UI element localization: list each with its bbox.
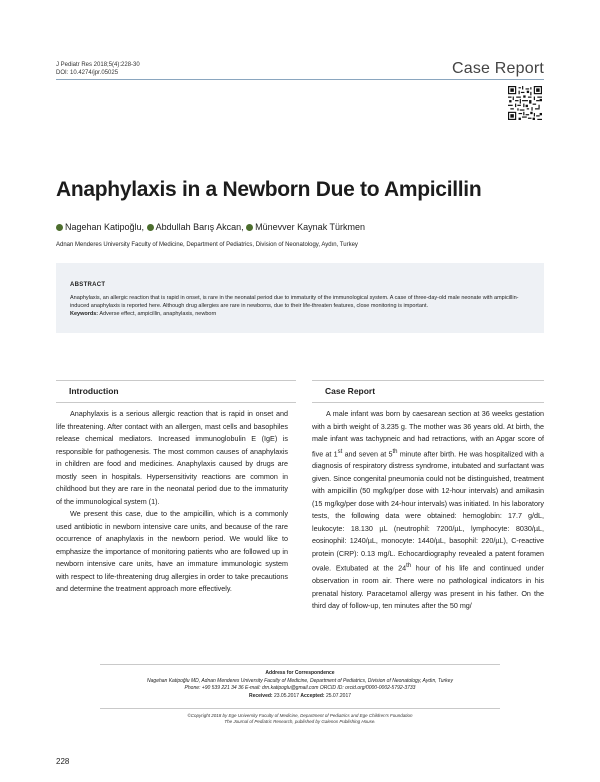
text-run: and seven at 5 xyxy=(342,448,393,458)
abstract-heading: ABSTRACT xyxy=(70,282,106,288)
header-rule xyxy=(56,79,544,80)
section-rule xyxy=(56,402,296,403)
abstract-keywords xyxy=(70,310,535,318)
keywords-list: Adverse effect, ampicillin, anaphylaxis, newborn xyxy=(98,311,217,317)
orcid-icon[interactable] xyxy=(147,224,154,231)
section-rule xyxy=(312,402,544,403)
correspondence-contact[interactable]: Phone: +90 539 221 34 36 E-mail: drn.katipoglu@gmail.com ORCID ID: orcid.org/0000-0002-5792-3733 xyxy=(184,685,416,691)
section-rule xyxy=(312,380,544,381)
journal-citation: J Pediatr Res 2018;5(4):228-30 xyxy=(56,62,140,68)
superscript: st xyxy=(337,448,343,455)
text-run: A male infant was born by caesarean section at 36 weeks gestation with a birth weight of 3.235 g. The mother was 36 years old. At birth, the male infant was tachypneic and had retractions, with an Apgar score of five at 1 xyxy=(312,409,544,458)
abstract-text: Anaphylaxis, an allergic reaction that is rapid in onset, is rare in the neonatal period due to immaturity of the immunological system. A case of three-day-old male neonate with ampicillin-induced anaphylaxis is reported here. Although drug allergies are rare in newborns, due to their life-threaten features, close monitoring is important. xyxy=(70,295,519,309)
text-run: minute after birth. He was hospitalized with a diagnosis of respiratory distress syndrome, intubated and surfactant was given. Since congenital pneumonia could not be distinguished, treatment with ampicillin (50 mg/kg/per dose with 12-hour intervals) and amikasin (15 mg/kg/per dose with 24-hour intervals) was initiated. In his laboratory tests, the following data were obtained: hemoglobin: 17.7 g/dL, leukocyte: 18.130 µL (neutrophil: 7200/µL, lymphocyte: 8030/µL, eosinophil: 1240/µL, monocyte: 1440/µL, basophil: 220/µL), C-reactive protein (CRP): 0.13 mg/L. Echocardiography revealed a patent foramen ovale. Extubated at the 24 xyxy=(312,448,545,573)
author-name: Nagehan Katipoğlu, xyxy=(65,222,145,232)
journal-meta xyxy=(56,61,140,77)
author-list xyxy=(56,222,365,232)
qr-code-icon xyxy=(508,86,542,120)
article-type-label: Case Report xyxy=(451,60,544,77)
superscript: th xyxy=(392,448,398,455)
case-report-heading: Case Report xyxy=(325,386,376,396)
superscript: th xyxy=(406,563,412,570)
paragraph xyxy=(312,408,544,613)
received-accepted xyxy=(100,693,500,701)
accepted-label: Accepted: xyxy=(300,692,325,699)
copyright-block xyxy=(100,713,500,725)
page-number: 228 xyxy=(56,757,70,766)
received-label: Received: xyxy=(248,692,273,699)
abstract-body xyxy=(70,294,535,318)
correspondence-block xyxy=(100,670,500,700)
author-name: Münevver Kaynak Türkmen xyxy=(255,222,366,232)
correspondence-address: Nagehan Katipoğlu MD, Adnan Menderes University Faculty of Medicine, Department of Pediatrics, Division of Neonatology, Aydın, Turkey xyxy=(147,677,453,684)
author-name: Abdullah Barış Akcan, xyxy=(155,222,244,232)
introduction-heading: Introduction xyxy=(69,386,119,396)
orcid-icon[interactable] xyxy=(56,224,63,231)
text-run: hour of his life and continued under observation in room air. There were no pathological indicators in his prenatal history. Paracetamol allergy was present in his father. On the third day of follow-up, ten minutes after the 50 mg/ xyxy=(312,563,544,611)
article-title: Anaphylaxis in a Newborn Due to Ampicillin xyxy=(56,178,482,201)
copyright-rule xyxy=(100,708,500,709)
accepted-date: 25.07.2017 xyxy=(324,692,352,699)
orcid-icon[interactable] xyxy=(246,224,253,231)
correspondence-rule xyxy=(100,664,500,665)
paragraph: Anaphylaxis is a serious allergic reaction that is rapid in onset and life threatening. After contact with an allergen, mast cells and basophiles release chemical mediators. Increased immunoglobulin E (IgE) is responsible for pathogenesis. The most common causes of anaphylaxis in children are food and medicines. Anaphylaxis caused by drugs are mostly seen in hospitals. Hypersensitivity reactions are common in childhood but they are rare in the neonatal period due to the immaturity of the immunological system (1). xyxy=(56,409,288,506)
copyright-line: ©Copyright 2018 by Ege University Faculty of Medicine, Department of Pediatrics and Ege Children's Foundation xyxy=(187,713,413,718)
doi[interactable]: DOI: 10.4274/jpr.05025 xyxy=(56,70,119,76)
section-rule xyxy=(56,380,296,381)
correspondence-heading: Address for Correspondence xyxy=(265,670,335,676)
received-date: 23.05.2017 xyxy=(272,692,301,699)
case-report-body xyxy=(312,408,544,613)
introduction-body xyxy=(56,408,288,596)
author-affiliation: Adnan Menderes University Faculty of Medicine, Department of Pediatrics, Division of Neonatology, Aydın, Turkey xyxy=(56,242,358,248)
copyright-line: The Journal of Pediatric Research, published by Galenos Publishing House. xyxy=(224,719,376,724)
paragraph: We present this case, due to the ampicillin, which is a commonly used antibiotic in newborn intensive care units, and because of the rare occurrence of anaphylaxis in the newborn period. We would like to emphasize the importance of monitoring patients who are followed up in newborn intensive care units, have an immature immunologic system with respect to life-threatening drug allergies in order to take precautions and determine the treatment approach more effectively. xyxy=(56,509,288,593)
keywords-label: Keywords: xyxy=(70,311,99,317)
